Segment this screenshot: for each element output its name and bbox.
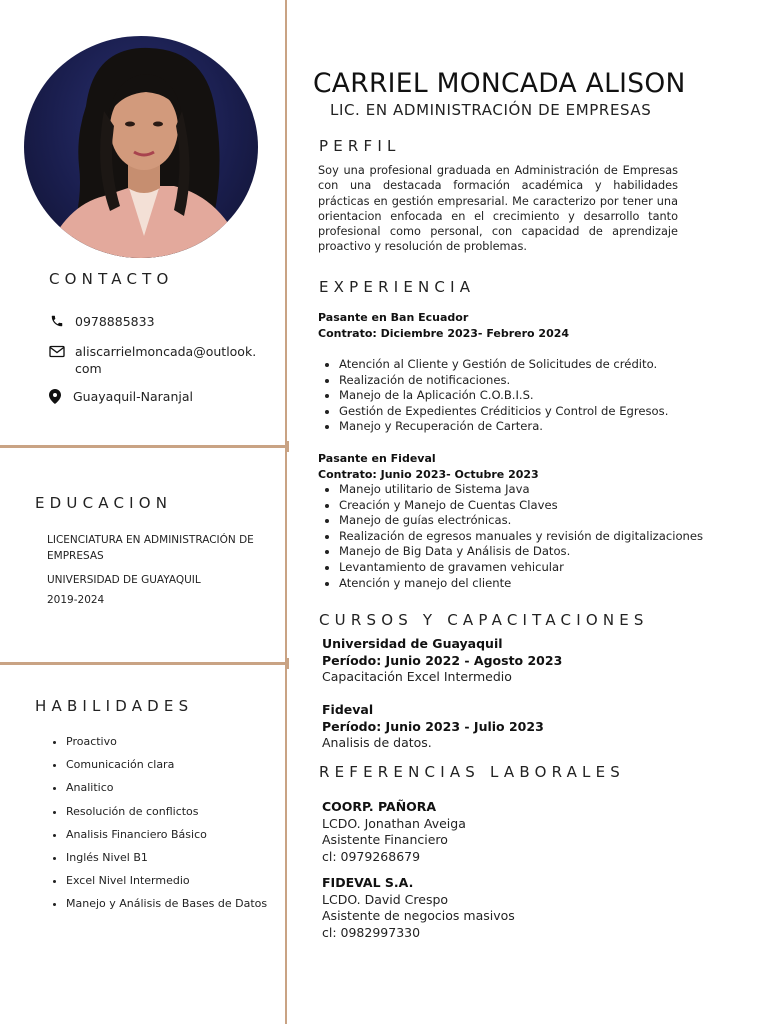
skill-item: • Proactivo [66,735,296,749]
job-task: • Atención al Cliente y Gestión de Solicitudes de crédito. [339,357,668,373]
reference-position: Asistente Financiero [322,832,448,847]
skills-title: HABILIDADES [35,697,194,715]
skill-item: • Resolución de conflictos [66,805,296,819]
reference-company: COORP. PAÑORA [322,799,437,814]
skill-item: • Excel Nivel Intermedio [66,874,296,888]
skill-item: • Analitico [66,781,296,795]
reference-phone: cl: 0979268679 [322,848,421,864]
phone-number[interactable]: 0978885833 [75,314,155,329]
degree-line-2: EMPRESAS [47,550,104,562]
education-degree [47,532,254,564]
profile-title: PERFIL [319,137,401,155]
course-institution: Universidad de Guayaquil [322,636,503,651]
contact-title: CONTACTO [49,270,174,288]
job-task: • Manejo de Big Data y Análisis de Datos. [339,544,703,560]
email-address[interactable] [75,343,256,377]
job-task: • Realización de egresos manuales y revisión de digitalizaciones [339,529,703,545]
job-task: • Manejo utilitario de Sistema Java [339,482,703,498]
phone-icon [48,313,66,329]
job-header [318,310,569,341]
profile-text: Soy una profesional graduada en Administración de Empresas con una destacada formación académica y habilidades prácticas en gestión empresarial. Me caracterizo por tener una orientacion enfocada en el crecimiento y desarrollo tanto profesional como personal, con capacidad de aprendizaje proactivo y resolución de problemas. [318,164,678,254]
reference-company: FIDEVAL S.A. [322,875,414,890]
reference-item [322,799,466,865]
job-header [318,451,539,482]
course-name: Capacitación Excel Intermedio [322,669,512,684]
education-title: EDUCACION [35,494,173,512]
profile-photo [24,36,258,258]
course-item [322,702,544,752]
candidate-role: LIC. EN ADMINISTRACIÓN DE EMPRESAS [330,101,652,119]
email-line-1: aliscarrielmoncada@outlook. [75,344,257,359]
course-name: Analisis de datos. [322,735,432,750]
job-task: • Manejo y Recuperación de Cartera. [339,419,668,435]
course-period: Período: Junio 2023 - Julio 2023 [322,718,544,734]
divider-contact-education [0,445,287,448]
education-university: UNIVERSIDAD DE GUAYAQUIL [47,574,201,586]
reference-phone: cl: 0982997330 [322,924,421,940]
job-contract: Contrato: Junio 2023- Octubre 2023 [318,467,539,481]
job-task: • Gestión de Expedientes Créditicios y Control de Egresos. [339,404,668,420]
location-pin-icon [46,388,64,404]
job-task: • Manejo de guías electrónicas. [339,513,703,529]
email-line-2: com [75,361,102,376]
references-title: REFERENCIAS LABORALES [319,763,626,781]
skill-item: • Inglés Nivel B1 [66,851,296,865]
reference-name: LCDO. Jonathan Aveiga [322,815,466,831]
job-position: Pasante en Ban Ecuador [318,311,469,324]
job-task: • Creación y Manejo de Cuentas Claves [339,498,703,514]
course-institution: Fideval [322,702,374,717]
job-task: • Levantamiento de gravamen vehicular [339,560,703,576]
degree-line-1: LICENCIATURA EN ADMINISTRACIÓN DE [47,534,254,546]
contact-email [48,343,256,377]
job-task-list [318,357,668,435]
mail-icon [48,343,66,359]
reference-position: Asistente de negocios masivos [322,908,515,923]
skill-item: • Comunicación clara [66,758,296,772]
course-item [322,636,562,686]
reference-name: LCDO. David Crespo [322,891,449,907]
job-task: • Atención y manejo del cliente [339,576,703,592]
job-task: • Realización de notificaciones. [339,373,668,389]
experience-title: EXPERIENCIA [319,278,476,296]
job-task-list [318,482,703,591]
candidate-name: CARRIEL MONCADA ALISON [313,68,686,99]
location-text: Guayaquil-Naranjal [73,389,193,404]
course-period: Período: Junio 2022 - Agosto 2023 [322,652,563,668]
job-task: • Manejo de la Aplicación C.O.B.I.S. [339,388,668,404]
job-contract: Contrato: Diciembre 2023- Febrero 2024 [318,326,570,340]
courses-title: CURSOS Y CAPACITACIONES [319,611,649,629]
education-years: 2019-2024 [47,594,105,606]
skill-item: • Manejo y Análisis de Bases de Datos [66,897,296,911]
divider-education-skills [0,662,287,665]
reference-item [322,875,515,941]
contact-phone [48,313,155,330]
contact-location [46,388,193,405]
skills-list [40,735,296,921]
job-position: Pasante en Fideval [318,452,436,465]
skill-item: • Analisis Financiero Básico [66,828,296,842]
